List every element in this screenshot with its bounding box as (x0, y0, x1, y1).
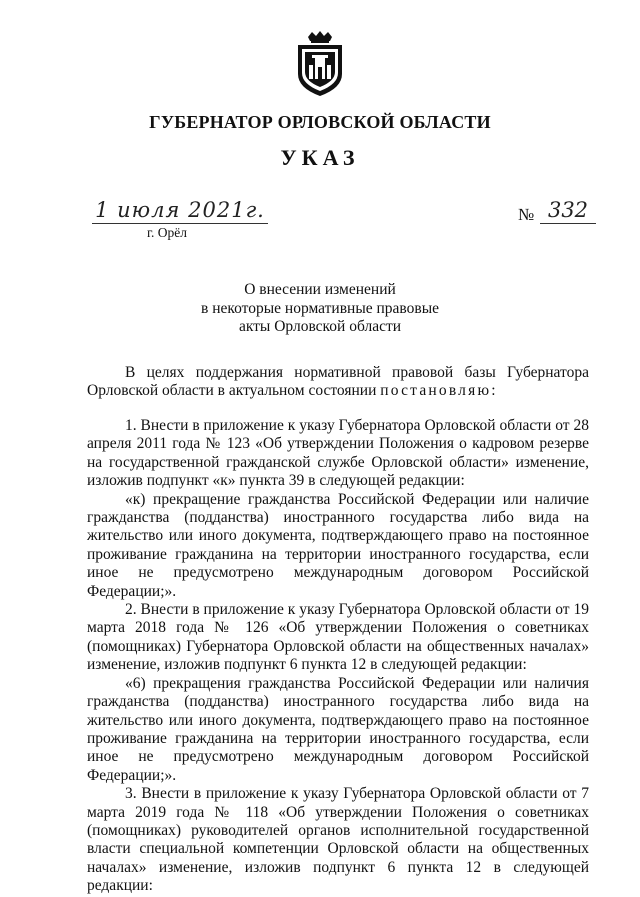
subject-line: О внесении изменений (244, 281, 396, 298)
body-paragraph: 3. Внести в приложение к указу Губернатора Орловской области от 7 марта 2019 года № 118 «Об утверждении Положения о советниках (помощниках) руководителей органов исполнительной государственной власти специальной компетенции Орловской области на общественных началах» изменение, изложив подпункт 6 пункта 12 в следующей редакции: (87, 785, 589, 895)
subject-line: акты Орловской области (238, 318, 402, 335)
decree-body (87, 417, 589, 896)
preamble (87, 364, 589, 401)
coat-of-arms-icon (294, 30, 346, 98)
body-paragraph: «к) прекращение гражданства Российской Федерации или наличие гражданства (подданства) иностранного государства либо вида на жительство или иного документа, подтверждающего право на постоянное проживание гражданина на территории иностранного государства, если иное не предусмотрено международным договором Российской Федерации;». (87, 490, 589, 600)
decree-word: постановляю: (380, 382, 498, 400)
body-paragraph: 1. Внести в приложение к указу Губернатора Орловской области от 28 апреля 2011 года № 123 «Об утверждении Положения о кадровом резерве на государственной гражданской службе Орловской области» изменение, изложив подпункт «к» пункта 39 в следующей редакции: (87, 417, 589, 490)
city-label: г. Орёл (147, 225, 187, 240)
body-paragraph: 2. Внести в приложение к указу Губернатора Орловской области от 19 марта 2018 года № 126 «Об утверждении Положения о советниках (помощниках) Губернатора Орловской области на общественных началах» изменение, изложив подпункт 6 пункта 12 в следующей редакции: (87, 601, 589, 674)
preamble-paragraph (87, 364, 589, 401)
preamble-text: В целях поддержания нормативной правовой базы Губернатора Орловской области в актуальном состоянии (87, 364, 589, 400)
handwritten-date: 1 июля 2021г. (92, 199, 268, 224)
handwritten-number: 332 (540, 199, 596, 224)
document-type: УКАЗ (280, 145, 360, 170)
organization-title: ГУБЕРНАТОР ОРЛОВСКОЙ ОБЛАСТИ (149, 112, 491, 132)
number-label: № (518, 205, 535, 224)
subject-line: в некоторые нормативные правовые (201, 299, 439, 317)
body-paragraph: «6) прекращения гражданства Российской Федерации или наличия гражданства (подданства) иностранного государства либо вида на жительство или иного документа, подтверждающего право на постоянное проживание гражданина на территории иностранного государства, если иное не предусмотрено международным договором Российской Федерации;». (87, 674, 589, 784)
decree-subject (0, 281, 640, 337)
